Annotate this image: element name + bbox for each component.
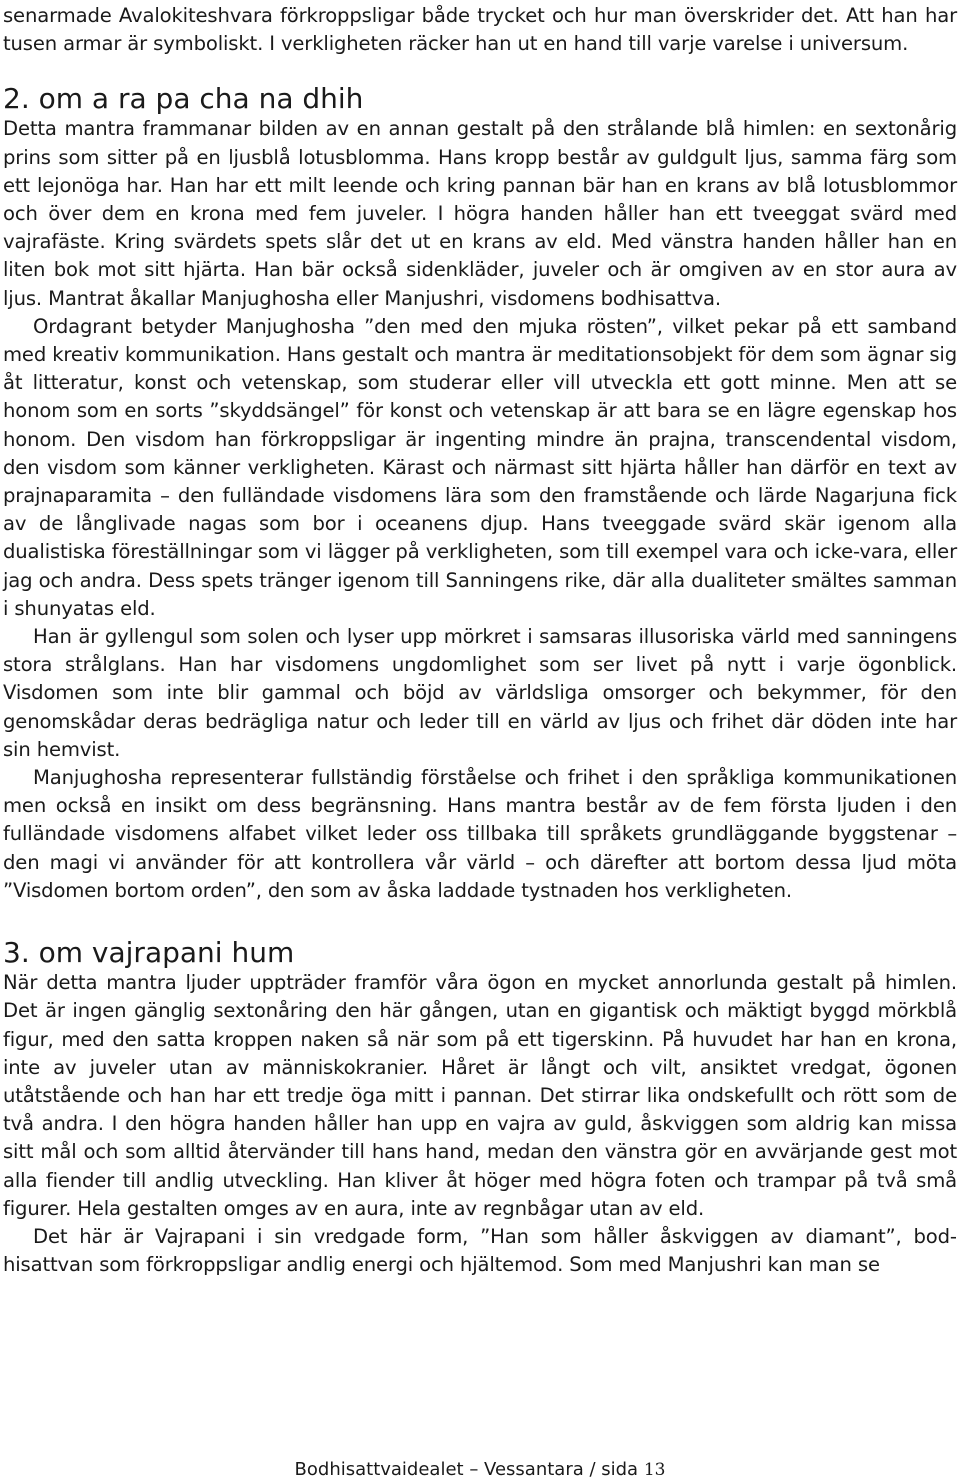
section-2-paragraph-2: Ordagrant betyder Manjughosha ”den med den mjuka rösten”, vilket pekar på ett samband med kreativ kommunikation. Hans gestalt och mantra är meditationsobjekt för dem som ägnar sig åt litteratur, konst och vetenskap, som studerar eller vill utveckla ett gott minne. Men att se honom som en sorts ”skyddsängel” för konst och vetenskap är att bara se en lägre egenskap hos honom. Den visdom han förkroppsligar är ingenting mindre än prajna, transcendental visdom, den visdom som känner verkligheten. Kärast och närmast sitt hjärta håller han därför en text av prajnaparamita – den fulländade visdomens lära som den framstående och lärde Nagarjuna fick av de långlivade nagas som bor i oceanens djup. Hans tveeggade svärd skär igenom alla dualistiska föreställningar som vi lägger på verkligheten, som till exempel vara och icke-vara, eller jag och andra. Dess spets tränger igenom till Sanningens rike, där alla dualiteter smältes samman i shunyatas eld. [3,314,957,620]
section-heading-3: 3. om vajrapani hum [3,936,295,970]
page-number: 13 [643,1460,666,1480]
section-3-paragraph-1: När detta mantra ljuder uppträder framför våra ögon en mycket annorlunda gestalt på himlen. Det är ingen gänglig sextonåring den här gången, utan en gigantisk och mäktigt byggd mörkblå figur, med den satta kroppen naken så när som på ett tigerskinn. På huvudet har han en krona, inte av juveler utan av människokranier. Håret är långt och vilt, ansiktet vredgat, ögonen utåtstående och han har ett tredje öga mitt i pannan. Det stirrar lika ondskefullt och rött som de två andra. I den högra handen håller han upp en vajra av guld, åskviggen som aldrig kan missa sitt mål och som alltid återvänder till hans hand, medan den vänstra gör en avvärjande gest mot alla fiender till andlig utveckling. Han kliver åt höger med högra foten och trampar på två små figurer. Hela gestalten omges av en aura, inte av regnbågar utan av eld. [3,971,957,1220]
section-2-paragraph-3: Han är gyllengul som solen och lyser upp mörkret i samsaras illusoriska värld med sanningens stora strålglans. Han har visdomens ungdomlighet som ser livet på nytt i varje ögonblick. Visdomen som inte blir gammal och böjd av världsliga omsorger och bekymmer, för den genomskådar deras bedrägliga natur och leder till en värld av ljus och frihet där döden inte har sin hemvist. [3,625,957,761]
page-footer [0,1458,960,1482]
section-3-paragraph-2: Det här är Vajrapani i sin vredgade form, ”Han som håller åskviggen av diamant”, bodhisattvan som förkroppsligar andlig energi och hjältemod. Som med Manjushri kan man se [3,1224,957,1277]
footer-text: Bodhisattvaidealet – Vessantara / sida [294,1459,639,1480]
section-2 [3,83,957,115]
section-2-paragraph-1: Detta mantra frammanar bilden av en annan gestalt på den strålande blå himlen: en sextonårig prins som sitter på en ljusblå lotusblomma. Hans kropp består av guldgult ljus, samma färg som ett lejonöga har. Han har ett milt leende och kring pannan bär han en krans av blå lotusblommor och över dem en krona med fem juveler. I högra handen håller han ett tveeggat svärd med vajrafäste. Kring svärdets spets slår det ut en krans av eld. Med vänstra handen håller han en liten bok mot sitt hjärta. Han bär också sidenkläder, juveler och är omgiven av en stor aura av ljus. Mantrat åkallar Manjughosha eller Manjushri, visdomens bodhisattva. [3,117,957,310]
intro-paragraph: senarmade Avalokiteshvara förkroppsligar både trycket och hur man överskrider det. Att han har tusen armar är symboliskt. I verkligheten räcker han ut en hand till varje varelse i universum. [3,4,957,56]
section-3 [3,937,957,969]
section-heading-2: 2. om a ra pa cha na dhih [3,82,364,116]
body-text [3,2,957,1279]
section-2-paragraph-4: Manjughosha representerar fullständig förståelse och frihet i den språkliga kommunikationen men också en insikt om dess begränsning. Hans mantra består av de fem första ljuden i den fulländade visdomens alfabet vilket leder oss tillbaka till språkets grundläggande byggstenar – den magi vi använder för att kontrollera vår värld – och därefter att bortom dessa ljud möta ”Visdomen bortom orden”, den som av åska laddade tystnaden hos verkligheten. [3,766,957,902]
